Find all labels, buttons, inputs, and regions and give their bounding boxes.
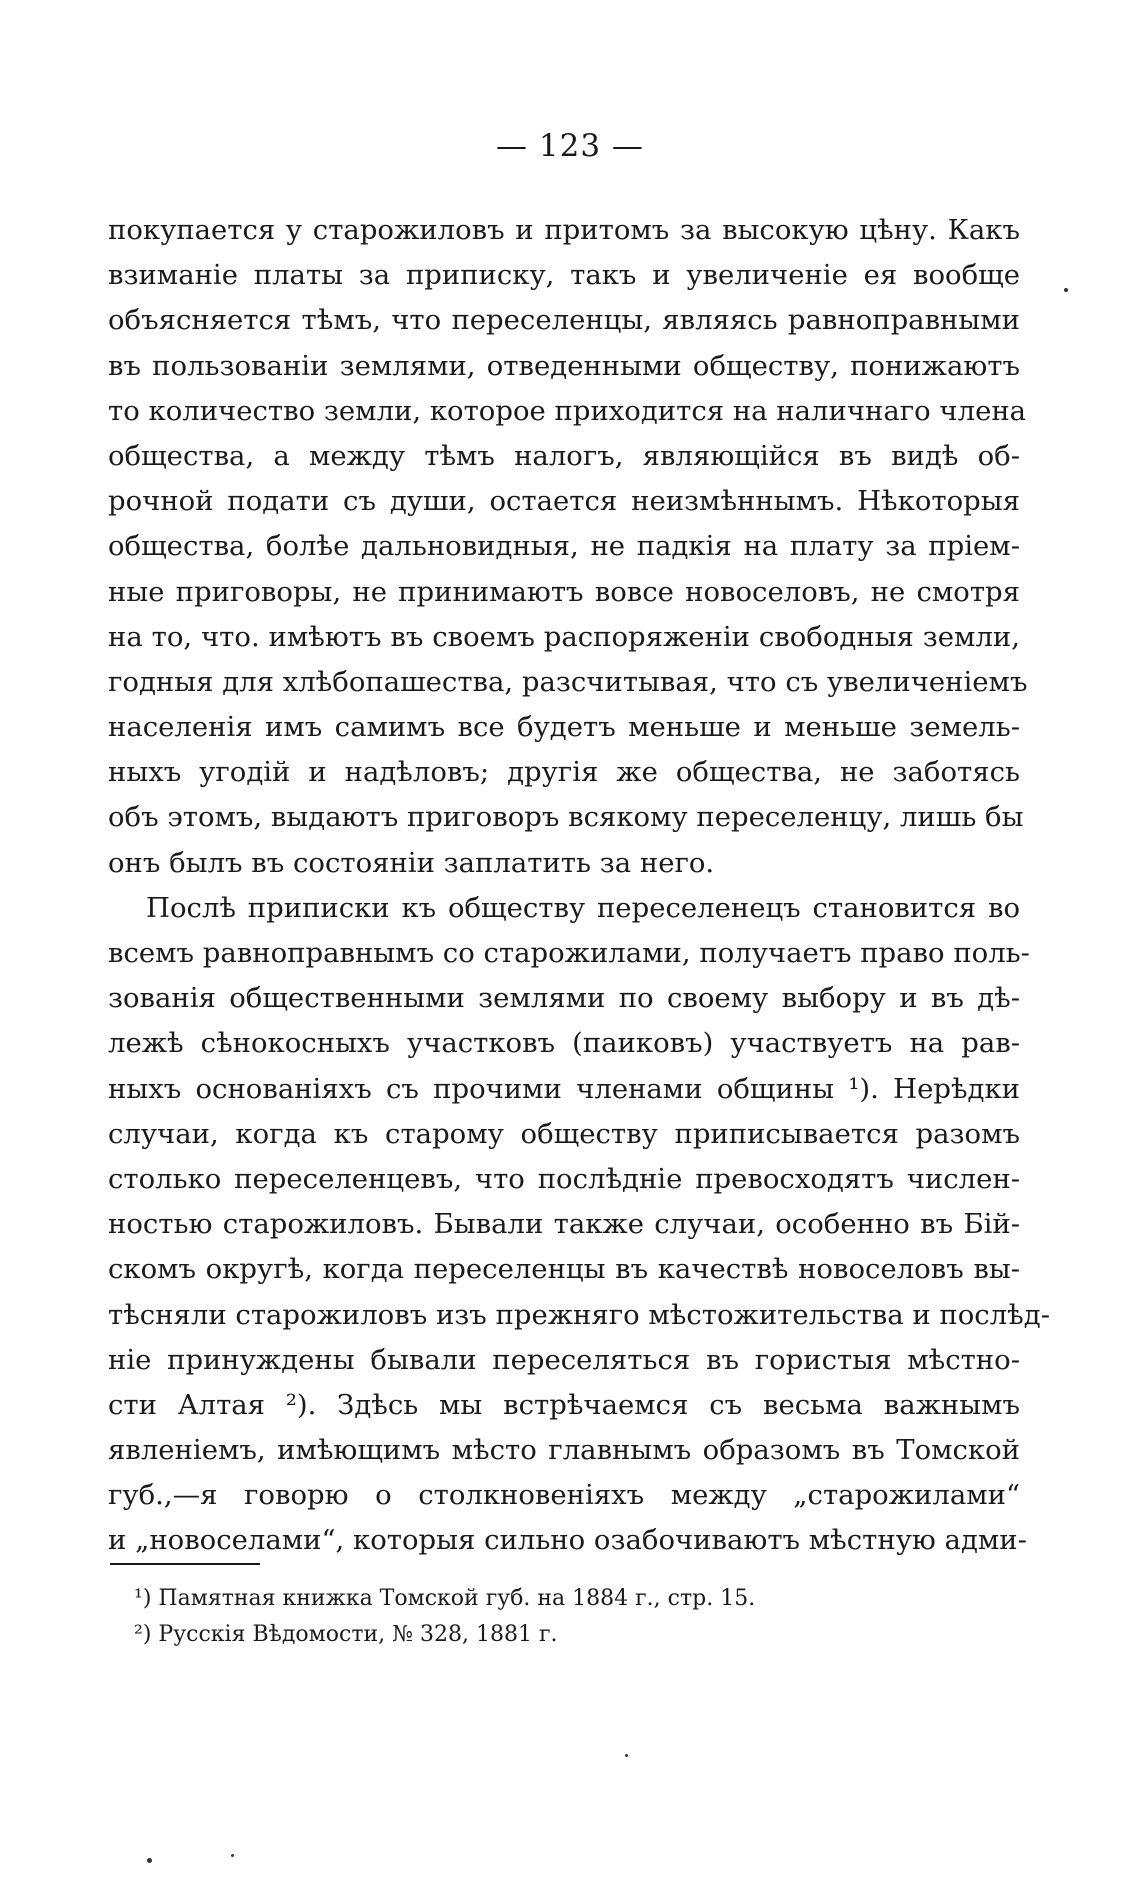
text-line: годныя для хлѣбопашества, разсчитывая, что съ увеличеніемъ xyxy=(108,665,1028,698)
scan-speck xyxy=(625,1754,628,1757)
footnote: ²) Русскія Вѣдомости, № 328, 1881 г. xyxy=(134,1622,558,1647)
page-number: — 123 — xyxy=(496,128,644,164)
text-line: объясняется тѣмъ, что переселенцы, являясь равноправными xyxy=(108,304,1020,337)
footnote-divider xyxy=(110,1563,260,1565)
text-line: случаи, когда къ старому обществу приписывается разомъ xyxy=(108,1117,1020,1150)
text-line: столько переселенцевъ, что послѣдніе превосходятъ числен- xyxy=(108,1162,1020,1195)
footnote: ¹) Памятная книжка Томской губ. на 1884 г., стр. 15. xyxy=(134,1586,756,1611)
text-line: Послѣ приписки къ обществу переселенецъ становится во xyxy=(146,891,1020,924)
text-line: общества, болѣе дальновидныя, не падкія на плату за пріем- xyxy=(108,530,1020,563)
text-line: объ этомъ, выдаютъ приговоръ всякому переселенцу, лишь бы xyxy=(108,801,1024,834)
text-line: ніе принуждены бывали переселяться въ гористыя мѣстно- xyxy=(108,1343,1020,1376)
text-line: покупается у старожиловъ и притомъ за высокую цѣну. Какъ xyxy=(108,214,1020,246)
text-line: явленіемъ, имѣющимъ мѣсто главнымъ образомъ въ Томской xyxy=(108,1434,1020,1467)
body-text xyxy=(108,208,1050,1564)
text-line: населенія имъ самимъ все будетъ меньше и меньше земель- xyxy=(108,711,1020,744)
scan-speck xyxy=(231,1854,234,1857)
text-line: ные приговоры, не принимаютъ вовсе новоселовъ, не смотря xyxy=(108,575,1020,608)
text-line: ныхъ основаніяхъ съ прочими членами общины ¹). Нерѣдки xyxy=(108,1072,1020,1105)
paragraph xyxy=(108,886,1050,1564)
text-line: губ.,—я говорю о столкновеніяхъ между „старожилами“ xyxy=(108,1479,1020,1512)
text-line: на то, что. имѣютъ въ своемъ распоряженіи свободныя земли, xyxy=(108,620,1020,653)
text-line: сти Алтая ²). Здѣсь мы встрѣчаемся съ весьма важнымъ xyxy=(108,1388,1020,1421)
text-line: ныхъ угодій и надѣловъ; другія же общества, не заботясь xyxy=(108,756,1020,789)
text-line: всемъ равноправнымъ со старожилами, получаетъ право поль- xyxy=(108,937,1030,969)
text-line: общества, а между тѣмъ налогъ, являющійся въ видѣ об- xyxy=(108,439,1020,472)
text-line: лежѣ сѣнокосныхъ участковъ (паиковъ) участвуетъ на рав- xyxy=(108,1027,1020,1060)
text-line: зованія общественными землями по своему выбору и въ дѣ- xyxy=(108,982,1020,1015)
paragraph xyxy=(108,208,1028,886)
text-line: взиманіе платы за приписку, такъ и увеличеніе ея вообще xyxy=(108,259,1020,292)
text-line: тѣсняли старожиловъ изъ прежняго мѣстожительства и послѣд- xyxy=(108,1298,1050,1331)
text-line: рочной подати съ души, остается неизмѣннымъ. Нѣкоторыя xyxy=(108,485,1020,518)
text-line: и „новоселами“, которыя сильно озабочиваютъ мѣстную адми- xyxy=(108,1524,1027,1557)
scan-speck xyxy=(147,1858,152,1863)
text-line: скомъ округѣ, когда переселенцы въ качествѣ новоселовъ вы- xyxy=(108,1253,1020,1286)
text-line: ностью старожиловъ. Бывали также случаи, особенно въ Бій- xyxy=(108,1208,1020,1241)
text-line: онъ былъ въ состояніи заплатить за него. xyxy=(108,846,715,879)
footnotes xyxy=(134,1581,1014,1653)
scan-speck xyxy=(1064,288,1068,292)
text-line: то количество земли, которое приходится на наличнаго члена xyxy=(108,394,1027,427)
text-line: въ пользованіи землями, отведенными обществу, понижаютъ xyxy=(108,349,1020,382)
